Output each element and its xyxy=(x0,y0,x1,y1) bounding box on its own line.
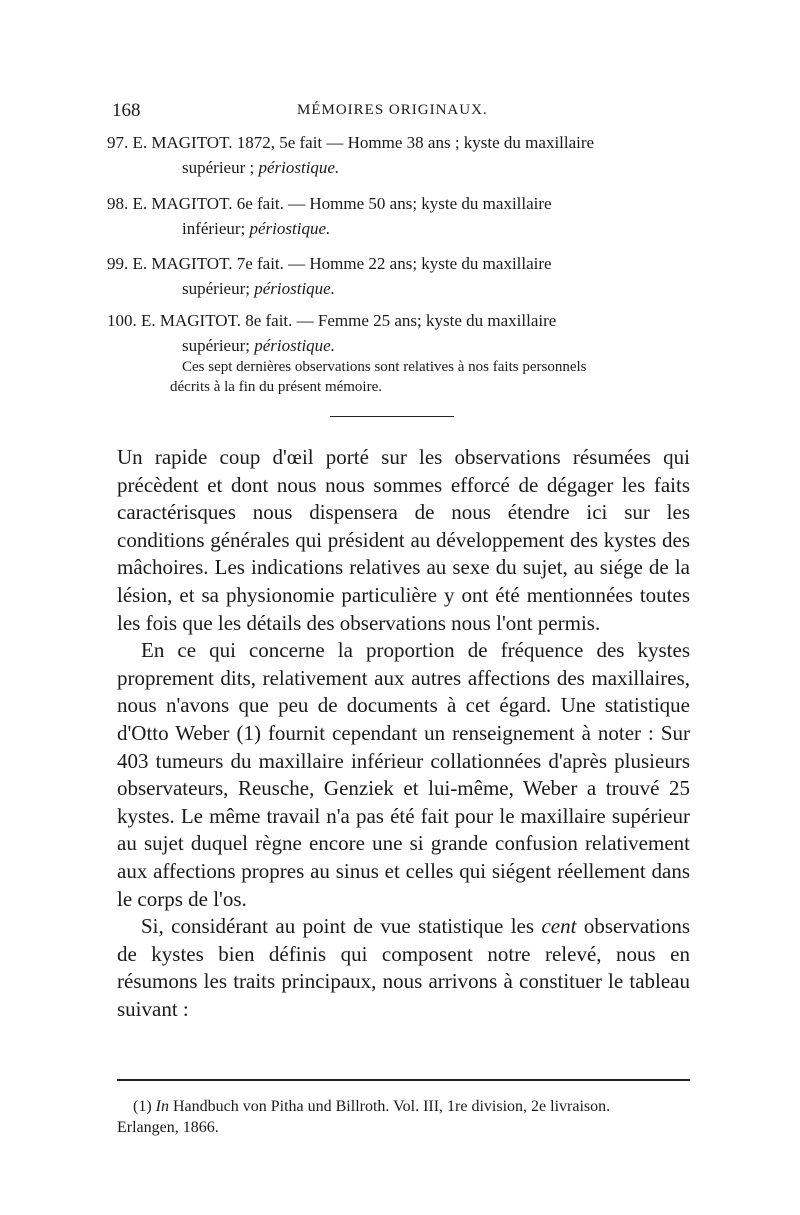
footnote-italic: In xyxy=(155,1098,169,1115)
observation-line xyxy=(107,216,697,241)
page-number: 168 xyxy=(112,100,141,121)
observation-entry xyxy=(107,251,697,301)
paragraph xyxy=(117,913,690,1023)
footnote xyxy=(117,1096,697,1138)
footnote-rule xyxy=(117,1079,690,1081)
observation-line xyxy=(107,333,697,358)
observation-text: supérieur ; xyxy=(182,158,259,177)
observation-text: inférieur; xyxy=(182,219,250,238)
observation-type: périostique. xyxy=(258,158,340,177)
section-separator xyxy=(330,416,454,417)
paragraph-text: Si, considérant au point de vue statistique les xyxy=(141,914,542,939)
observations-note xyxy=(170,357,690,397)
observation-type: périostique. xyxy=(249,219,331,238)
observation-line: 99. E. MAGITOT. 7e fait. — Homme 22 ans; kyste du maxillaire xyxy=(107,254,552,273)
observation-entry xyxy=(107,130,697,180)
paragraph-text: observations de kystes bien définis qui composent notre relevé, nous en résumons les traits principaux, nous arrivons à constituer le tableau suivant : xyxy=(117,914,690,1021)
footnote-marker: (1) xyxy=(133,1098,156,1115)
page-header xyxy=(112,100,682,124)
footnote-line: Erlangen, 1866. xyxy=(117,1119,219,1136)
observation-entry xyxy=(107,308,697,358)
paragraph: Un rapide coup d'œil porté sur les observations résumées qui précèdent et dont nous nous sommes efforcé de dégager les faits caractérisques nous dispensera de nous étendre ici sur les conditions générales qui président au développement des kystes des mâchoires. Les indications relatives au sexe du sujet, au siége de la lésion, et sa physionomie particulière y ont été mentionnées toutes les fois que les détails des observations nous l'ont permis. xyxy=(117,445,690,635)
observation-line: 97. E. MAGITOT. 1872, 5e fait — Homme 38 ans ; kyste du maxillaire xyxy=(107,133,595,152)
note-line: Ces sept dernières observations sont relatives à nos faits personnels xyxy=(182,359,587,375)
observation-type: périostique. xyxy=(254,279,335,298)
observation-type: périostique. xyxy=(254,336,335,355)
observation-line xyxy=(107,155,697,180)
paragraph: En ce qui concerne la proportion de fréquence des kystes proprement dits, relativement aux autres affections des maxillaires, nous n'avons que peu de documents à cet égard. Une statistique d'Otto Weber (1) fournit cependant un renseignement à noter : Sur 403 tumeurs du maxillaire inférieur collationnées d'après plusieurs observateurs, Reusche, Genziek et lui-même, Weber a trouvé 25 kystes. Le même travail n'a pas été fait pour le maxillaire supérieur au sujet duquel règne encore une si grande confusion relativement aux affections propres au sinus et celles qui siégent réellement dans le corps de l'os. xyxy=(117,638,690,911)
observation-text: supérieur; xyxy=(182,279,255,298)
observation-line: 100. E. MAGITOT. 8e fait. — Femme 25 ans; kyste du maxillaire xyxy=(107,311,557,330)
footnote-text: Handbuch von Pitha und Billroth. Vol. III, 1re division, 2e livraison. xyxy=(168,1098,611,1115)
observation-text: supérieur; xyxy=(182,336,255,355)
emphasis: cent xyxy=(541,914,577,939)
footnote-line xyxy=(117,1096,697,1117)
observation-entry xyxy=(107,191,697,241)
main-text xyxy=(117,444,690,1023)
observation-line: 98. E. MAGITOT. 6e fait. — Homme 50 ans; kyste du maxillaire xyxy=(107,194,552,213)
observation-line xyxy=(107,276,697,301)
note-line: décrits à la fin du présent mémoire. xyxy=(170,379,383,395)
running-title: MÉMOIRES ORIGINAUX. xyxy=(297,102,488,118)
